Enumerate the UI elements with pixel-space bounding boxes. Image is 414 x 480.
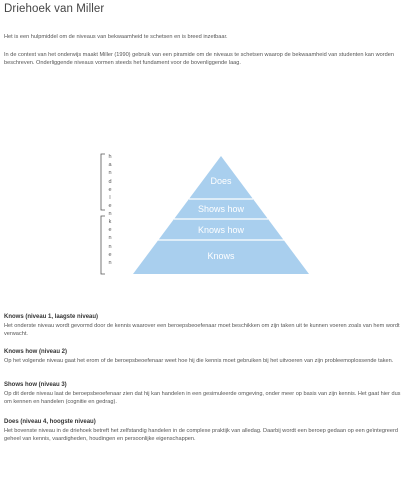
- pyramid-svg: [95, 152, 295, 278]
- level-label-knows: Knows: [207, 251, 235, 261]
- section-heading-knows-how: Knows how (niveau 2): [4, 349, 68, 355]
- level-label-knows-how: Knows how: [197, 225, 245, 235]
- bracket-label-kennen: k e n n e n: [108, 219, 112, 267]
- miller-pyramid-figure: [95, 152, 295, 278]
- section-heading-shows-how: Shows how (niveau 3): [4, 382, 67, 388]
- bracket-handelen: [101, 154, 105, 210]
- section-body-knows: Het onderste niveau wordt gevormd door de kennis waarover een beroepsbeoefenaar moet beschikken om zijn taken uit te kunnen voeren zoals van hem wordt verwacht.: [4, 323, 400, 337]
- section-body-knows-how: Op het volgende niveau gaat het erom of de beroepsbeoefenaar weet hoe hij die kennis moet gebruiken bij het uitvoeren van zijn probleemoplossende taken.: [4, 358, 394, 364]
- level-label-shows-how: Shows how: [197, 204, 245, 214]
- bracket-kennen: [101, 216, 105, 274]
- level-label-does: Does: [210, 176, 232, 186]
- context-paragraph: In de context van het onderwijs maakt Miller (1990) gebruik van een piramide om de niveaus te schetsen waarop de bekwaamheid van studenten kan worden beschreven. Onderliggende niveaus vormen steeds het fundament voor de bovenliggende laag.: [4, 52, 394, 66]
- section-heading-does: Does (niveau 4, hoogste niveau): [4, 419, 96, 425]
- page-title: Driehoek van Miller: [4, 3, 105, 15]
- section-body-does: Het bovenste niveau in de driehoek betreft het zelfstandig handelen in de complexe praktijk van alledag. Daarbij wordt een beroep gedaan op een geïntegreerd geheel van kennis, vaardigheden, houdingen en persoonlijke eigenschappen.: [4, 428, 399, 442]
- section-body-shows-how: Op dit derde niveau laat de beroepsbeoefenaar zien dat hij kan handelen in een gesimuleerde omgeving, onder meer op basis van zijn kennis. Het gaat hier dus om kennen en handelen (cognitie en gedrag).: [4, 391, 401, 405]
- section-heading-knows: Knows (niveau 1, laagste niveau): [4, 314, 99, 320]
- intro-paragraph: Het is een hulpmiddel om de niveaus van bekwaamheid te schetsen en is breed inzetbaar.: [4, 34, 228, 40]
- bracket-label-handelen: h a n d e l e n: [108, 154, 112, 218]
